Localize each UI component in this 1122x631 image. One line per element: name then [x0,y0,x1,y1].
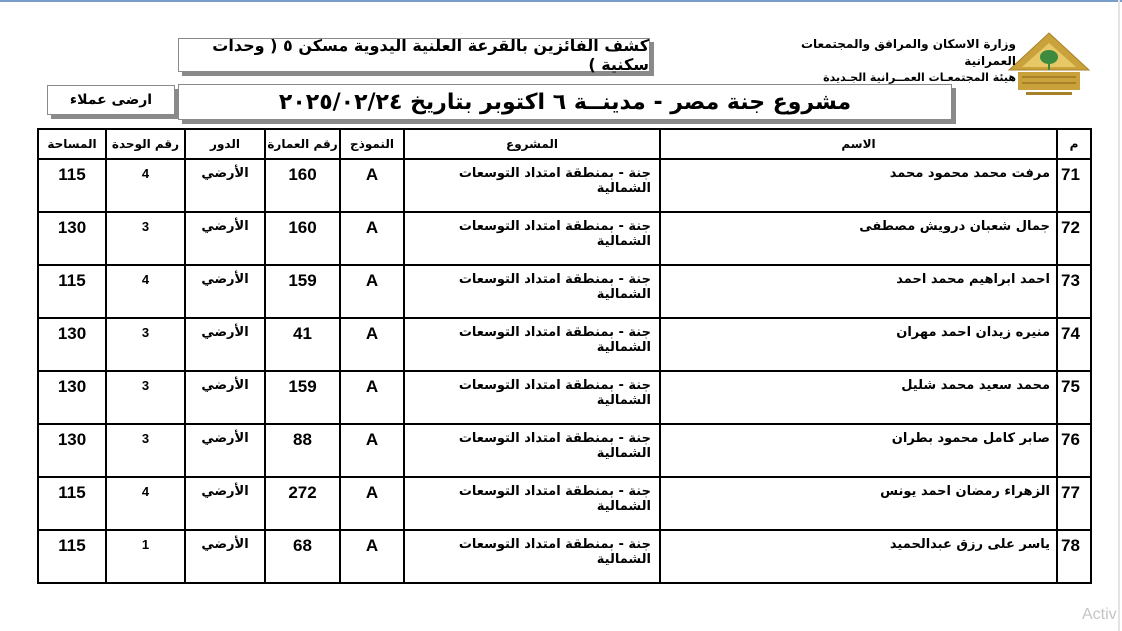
cell-unit: 3 [106,212,185,265]
cell-name: مرفت محمد محمود محمد [660,159,1057,212]
cell-area: 130 [38,371,106,424]
cell-model: A [340,212,404,265]
cell-project: جنة - بمنطقة امتداد التوسعات الشمالية [404,530,660,583]
table-header-row [38,129,1091,159]
cell-area: 115 [38,159,106,212]
cell-floor: الأرضي [185,424,265,477]
table-row [38,530,1091,583]
table-row [38,477,1091,530]
table-row [38,265,1091,318]
top-rule [0,0,1122,2]
cell-project: جنة - بمنطقة امتداد التوسعات الشمالية [404,212,660,265]
cell-unit: 4 [106,159,185,212]
cell-name: محمد سعيد محمد شليل [660,371,1057,424]
cell-project: جنة - بمنطقة امتداد التوسعات الشمالية [404,265,660,318]
cell-unit: 3 [106,424,185,477]
col-header-building: رقم العمارة [265,129,340,159]
ncua-logo-icon [1004,30,1094,102]
winners-table [37,128,1092,584]
cell-area: 115 [38,265,106,318]
table-row [38,159,1091,212]
cell-name: منيره زيدان احمد مهران [660,318,1057,371]
cell-building: 68 [265,530,340,583]
col-header-unit: رقم الوحدة [106,129,185,159]
table-row [38,318,1091,371]
cell-floor: الأرضي [185,265,265,318]
cell-building: 88 [265,424,340,477]
cell-building: 159 [265,371,340,424]
cell-model: A [340,530,404,583]
cell-floor: الأرضي [185,477,265,530]
document-subtitle: كشف الفائزين بالقرعة العلنية اليدوية مسكن ٥ ( وحدات سكنية ) [178,38,650,72]
table-row [38,212,1091,265]
project-title: مشروع جنة مصر - مدينــة ٦ اكتوبر بتاريخ ٢٠٢٥/٠٢/٢٤ [178,84,952,120]
cell-building: 159 [265,265,340,318]
cell-name: جمال شعبان درويش مصطفى [660,212,1057,265]
cell-index: 76 [1057,424,1091,477]
cell-building: 272 [265,477,340,530]
cell-floor: الأرضي [185,318,265,371]
cell-index: 75 [1057,371,1091,424]
cell-model: A [340,318,404,371]
col-header-model: النموذج [340,129,404,159]
cell-building: 41 [265,318,340,371]
cell-model: A [340,477,404,530]
cell-name: ياسر على رزق عبدالحميد [660,530,1057,583]
cell-unit: 4 [106,477,185,530]
cell-model: A [340,159,404,212]
cell-unit: 3 [106,318,185,371]
ministry-name: وزارة الاسكان والمرافق والمجتمعات العمرانية [800,37,1016,68]
cell-index: 73 [1057,265,1091,318]
cell-project: جنة - بمنطقة امتداد التوسعات الشمالية [404,424,660,477]
organization-header [760,36,1016,86]
cell-project: جنة - بمنطقة امتداد التوسعات الشمالية [404,477,660,530]
table-row [38,424,1091,477]
cell-unit: 3 [106,371,185,424]
cell-model: A [340,424,404,477]
cell-area: 115 [38,477,106,530]
cell-index: 78 [1057,530,1091,583]
cell-model: A [340,265,404,318]
cell-building: 160 [265,212,340,265]
cell-index: 77 [1057,477,1091,530]
cell-project: جنة - بمنطقة امتداد التوسعات الشمالية [404,318,660,371]
cell-unit: 4 [106,265,185,318]
right-rule [1118,0,1120,631]
col-header-index: م [1057,129,1091,159]
authority-name: هيئة المجتمعـات العمــرانية الجـديدة [823,71,1016,84]
cell-unit: 1 [106,530,185,583]
col-header-name: الاسم [660,129,1057,159]
cell-building: 160 [265,159,340,212]
cell-index: 72 [1057,212,1091,265]
cell-name: احمد ابراهيم محمد احمد [660,265,1057,318]
cell-name: الزهراء رمضان احمد يونس [660,477,1057,530]
cell-floor: الأرضي [185,530,265,583]
activation-watermark: Activ [1082,606,1117,623]
col-header-project: المشروع [404,129,660,159]
category-label: ارضى عملاء [47,85,175,115]
col-header-floor: الدور [185,129,265,159]
cell-floor: الأرضي [185,371,265,424]
cell-floor: الأرضي [185,159,265,212]
cell-area: 130 [38,318,106,371]
cell-project: جنة - بمنطقة امتداد التوسعات الشمالية [404,159,660,212]
cell-index: 74 [1057,318,1091,371]
cell-model: A [340,371,404,424]
cell-area: 130 [38,212,106,265]
cell-name: صابر كامل محمود بطران [660,424,1057,477]
cell-area: 115 [38,530,106,583]
cell-area: 130 [38,424,106,477]
col-header-area: المساحة [38,129,106,159]
table-row [38,371,1091,424]
cell-index: 71 [1057,159,1091,212]
cell-project: جنة - بمنطقة امتداد التوسعات الشمالية [404,371,660,424]
cell-floor: الأرضي [185,212,265,265]
